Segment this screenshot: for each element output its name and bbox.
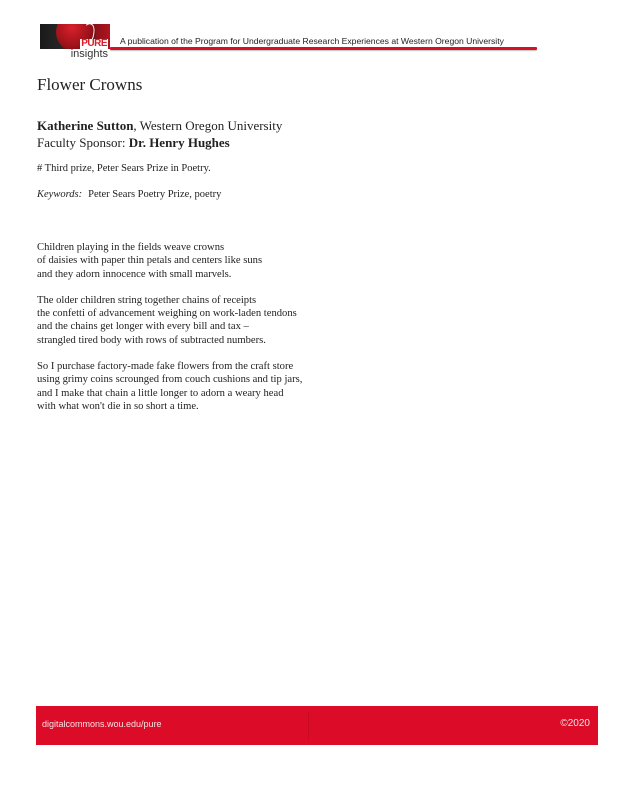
- keywords-value: Peter Sears Poetry Prize, poetry: [88, 189, 222, 200]
- poem-line: strangled tired body with rows of subtracted numbers.: [37, 334, 266, 346]
- logo-insights-text: insights: [70, 48, 108, 60]
- poem-body: [37, 241, 302, 426]
- author-line: [37, 117, 282, 134]
- poem-line: Children playing in the fields weave crowns: [37, 242, 225, 253]
- keywords-label: Keywords:: [37, 189, 83, 200]
- poem-line: the confetti of advancement weighing on work-laden tendons: [37, 308, 297, 320]
- poem-stanza: [37, 241, 302, 281]
- logo-pure-text: PURE: [81, 38, 107, 49]
- poem-stanza: [37, 360, 302, 413]
- faculty-sponsor-line: [37, 134, 230, 151]
- poem-line: using grimy coins scrounged from couch cushions and tip jars,: [37, 374, 303, 386]
- poem-line: So I purchase factory-made fake flowers from the craft store: [37, 361, 294, 373]
- poem-line: The older children string together chains of receipts: [37, 294, 257, 306]
- prize-note: # Third prize, Peter Sears Prize in Poetry.: [37, 163, 211, 174]
- poem-line: and they adorn innocence with small marvels.: [37, 268, 232, 280]
- author-affiliation: , Western Oregon University: [133, 118, 283, 133]
- poem-line: of daisies with paper thin petals and centers like suns: [37, 255, 263, 267]
- footer-copyright: ©2020: [560, 718, 590, 729]
- publication-tagline: A publication of the Program for Undergraduate Research Experiences at Western Oregon University: [120, 36, 504, 46]
- sponsor-label: Faculty Sponsor:: [37, 135, 129, 150]
- sponsor-name: Dr. Henry Hughes: [128, 135, 230, 150]
- poem-line: with what won't die in so short a time.: [37, 400, 199, 412]
- pure-insights-logo: [40, 24, 110, 62]
- footer-divider: [308, 712, 309, 740]
- page-header: [0, 0, 618, 70]
- article-title: Flower Crowns: [37, 75, 143, 94]
- header-divider: [110, 47, 537, 50]
- poem-line: and I make that chain a little longer to adorn a weary head: [37, 387, 284, 399]
- poem-stanza: [37, 294, 302, 347]
- page-footer: [36, 706, 598, 745]
- poem-line: and the chains get longer with every bill and tax –: [37, 321, 249, 333]
- footer-url-link[interactable]: digitalcommons.wou.edu/pure: [42, 719, 162, 729]
- author-name: Katherine Sutton: [37, 118, 134, 133]
- keywords-line: [37, 189, 221, 200]
